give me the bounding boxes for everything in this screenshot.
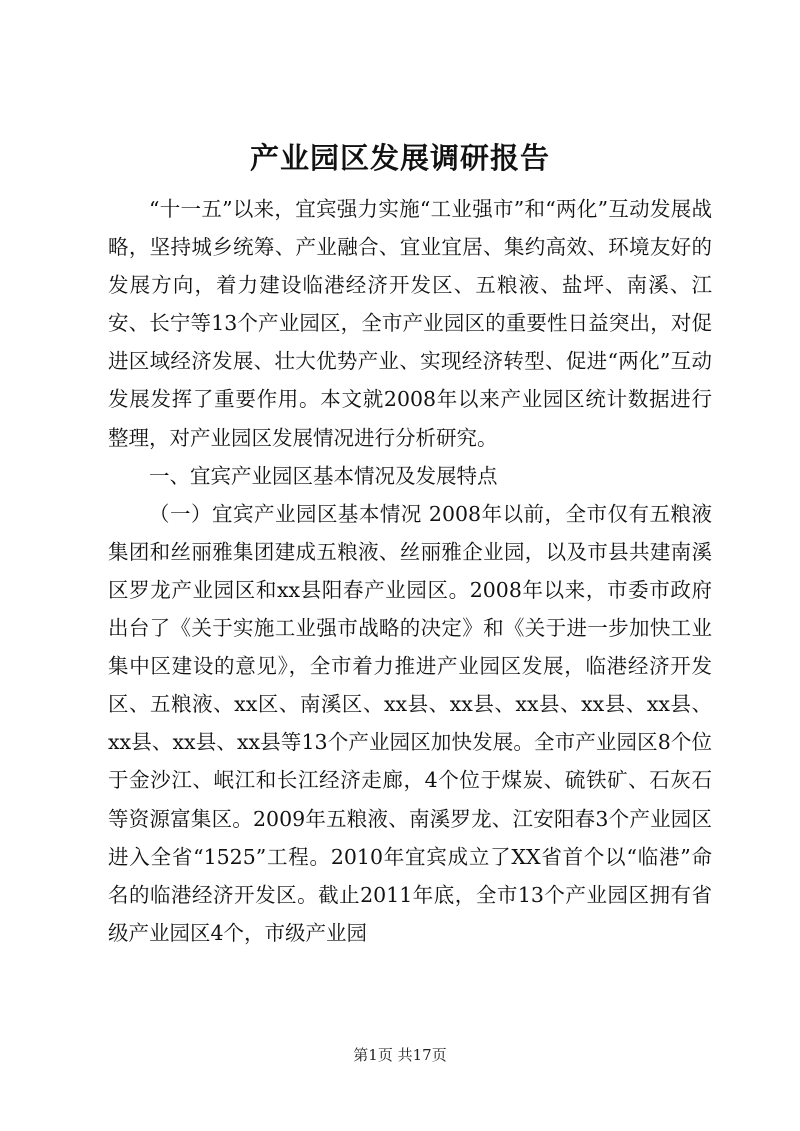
paragraph-basic-situation: （一）宜宾产业园区基本情况 2008年以前，全市仅有五粮液集团和丝丽雅集团建成五粮液、丝丽雅企业园，以及市县共建南溪区罗龙产业园区和xx县阳春产业园区。2008年以来，市委市政府出台了《关于实施工业强市战略的决定》和《关于进一步加快工业集中区建设的意见》，全市着力推进产业园区发展，临港经济开发区、五粮液、xx区、南溪区、xx县、xx县、xx县、xx县、xx县、xx县、xx县、xx县等13个产业园区加快发展。全市产业园区8个位于金沙江、岷江和长江经济走廊，4个位于煤炭、硫铁矿、石灰石等资源富集区。2009年五粮液、南溪罗龙、江安阳春3个产业园区进入全省“1525”工程。2010年宜宾成立了XX省首个以“临港”命名的临港经济开发区。截止2011年底，全市13个产业园区拥有省级产业园区4个，市级产业园	[108, 501, 712, 945]
section-heading: 一、宜宾产业园区基本情况及发展特点	[149, 463, 498, 488]
paragraph-intro: “十一五”以来，宜宾强力实施“工业强市”和“两化”互动发展战略，坚持城乡统筹、产业融合、宜业宜居、集约高效、环境友好的发展方向，着力建设临港经济开发区、五粮液、盐坪、南溪、江安、长宁等13个产业园区，全市产业园区的重要性日益突出，对促进区域经济发展、壮大优势产业、实现经济转型、促进“两化”互动发展发挥了重要作用。本文就2008年以来产业园区统计数据进行整理，对产业园区发展情况进行分析研究。	[108, 197, 712, 450]
document-body	[108, 190, 712, 952]
document-title: 产业园区发展调研报告	[249, 141, 550, 175]
page-number-footer: 第1页 共17页	[353, 1046, 447, 1064]
